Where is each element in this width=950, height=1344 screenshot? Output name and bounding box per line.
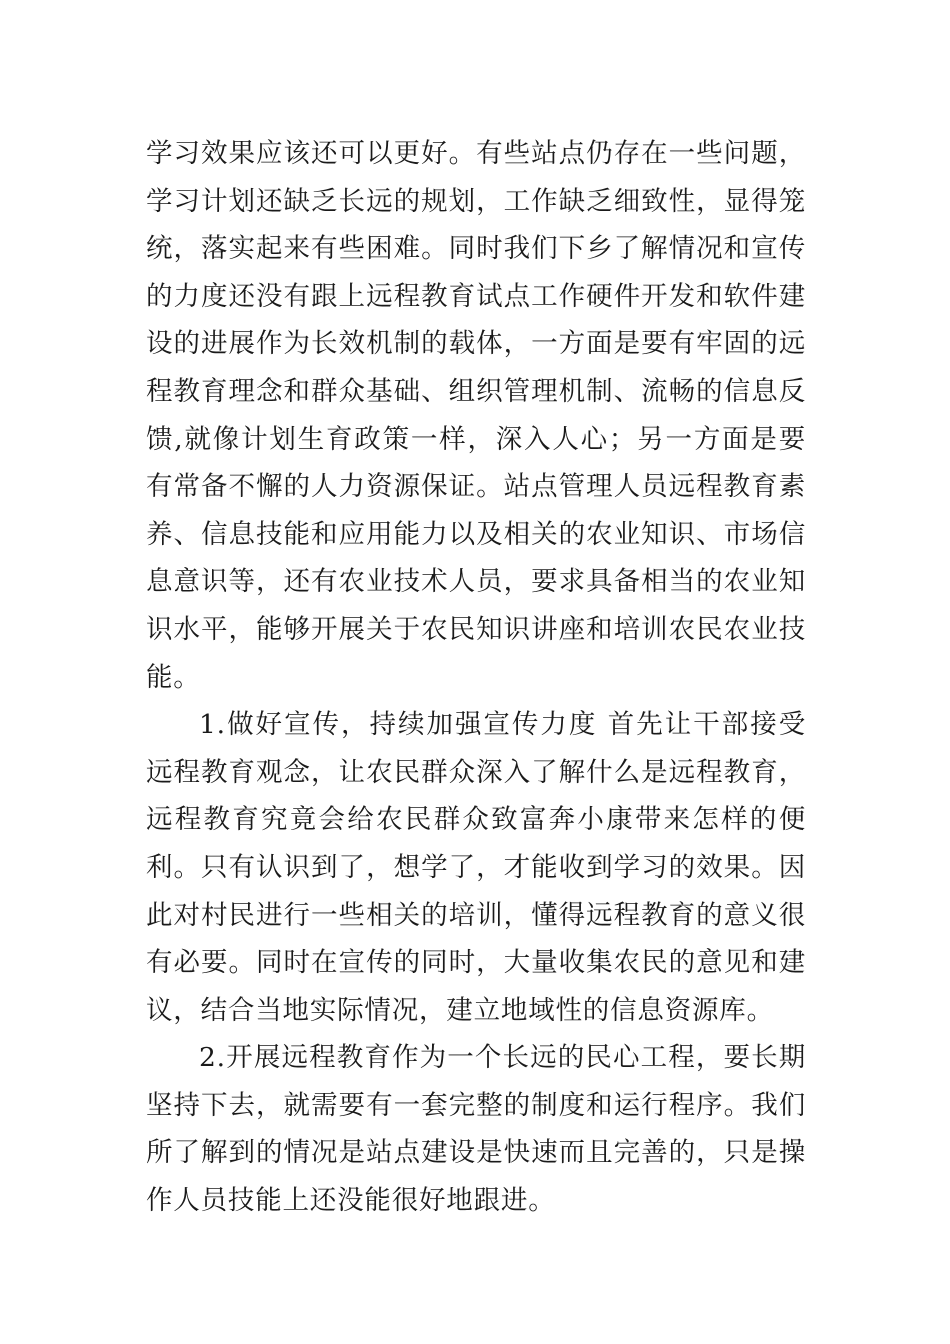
paragraph-item-1: 1.做好宣传，持续加强宣传力度 首先让干部接受远程教育观念，让农民群众深入了解什么是远程教育，远程教育究竟会给农民群众致富奔小康带来怎样的便利。只有认识到了，想学了，才能收到学习的效果。因此对村民进行一些相关的培训，懂得远程教育的意义很有必要。同时在宣传的同时，大量收集农民的意见和建议，结合当地实际情况，建立地域性的信息资源库。 <box>146 709 806 1026</box>
document-body <box>146 130 806 1225</box>
paragraph-continuation: 学习效果应该还可以更好。有些站点仍存在一些问题，学习计划还缺乏长远的规划，工作缺乏细致性，显得笼统，落实起来有些困难。同时我们下乡了解情况和宣传的力度还没有跟上远程教育试点工作硬件开发和软件建设的进展作为长效机制的载体，一方面是要有牢固的远程教育理念和群众基础、组织管理机制、流畅的信息反馈,就像计划生育政策一样，深入人心；另一方面是要有常备不懈的人力资源保证。站点管理人员远程教育素养、信息技能和应用能力以及相关的农业知识、市场信息意识等，还有农业技术人员，要求具备相当的农业知识水平，能够开展关于农民知识讲座和培训农民农业技能。 <box>146 138 806 693</box>
paragraph-item-2: 2.开展远程教育作为一个长远的民心工程，要长期坚持下去，就需要有一套完整的制度和运行程序。我们所了解到的情况是站点建设是快速而且完善的，只是操作人员技能上还没能很好地跟进。 <box>146 1042 806 1217</box>
